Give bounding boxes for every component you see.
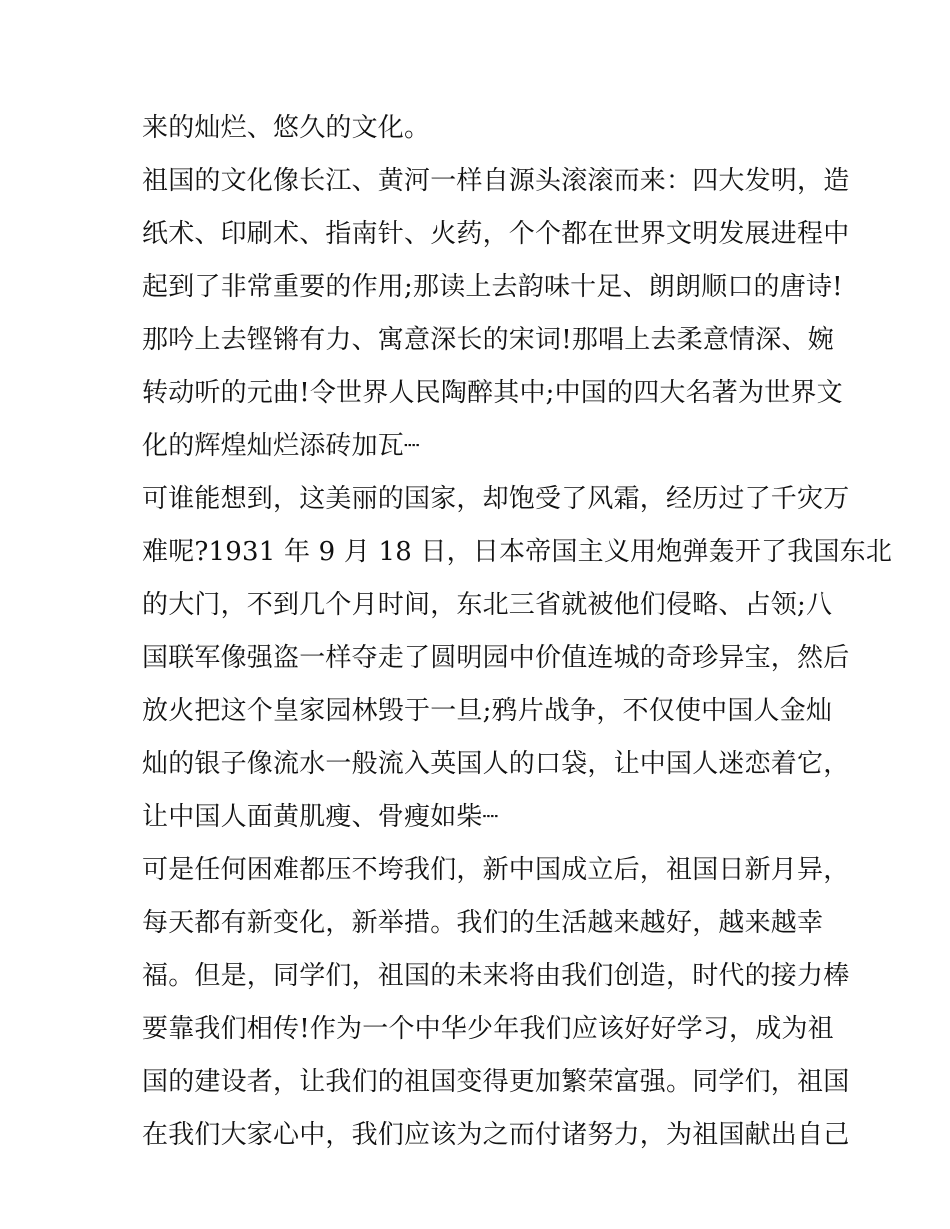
text-line: 化的辉煌灿烂添砖加瓦┈ bbox=[142, 431, 420, 461]
text-line: 国联军像强盗一样夺走了圆明园中价值连城的奇珍异宝，然后 bbox=[142, 643, 850, 673]
text-line: 转动听的元曲!令世界人民陶醉其中;中国的四大名著为世界文 bbox=[142, 378, 843, 408]
text-line: 可是任何困难都压不垮我们，新中国成立后，祖国日新月异， bbox=[142, 855, 850, 885]
text-line: 起到了非常重要的作用;那读上去韵味十足、朗朗顺口的唐诗! bbox=[142, 272, 843, 302]
text-line: 灿的银子像流水一般流入英国人的口袋，让中国人迷恋着它， bbox=[142, 749, 850, 779]
text-line: 每天都有新变化，新举措。我们的生活越来越好，越来越幸 bbox=[142, 908, 824, 938]
text-line: 纸术、印刷术、指南针、火药，个个都在世界文明发展进程中 bbox=[142, 219, 850, 249]
text-line: 在我们大家心中，我们应该为之而付诸努力，为祖国献出自己 bbox=[142, 1120, 850, 1150]
text-line: 来的灿烂、悠久的文化。 bbox=[142, 113, 431, 143]
text-line: 福。但是，同学们，祖国的未来将由我们创造，时代的接力棒 bbox=[142, 961, 850, 991]
text-line: 祖国的文化像长江、黄河一样自源头滚滚而来：四大发明，造 bbox=[142, 166, 850, 196]
text-line: 难呢?1931 年 9 月 18 日，日本帝国主义用炮弹轰开了我国东北 bbox=[142, 537, 893, 567]
text-line: 国的建设者，让我们的祖国变得更加繁荣富强。同学们，祖国 bbox=[142, 1067, 850, 1097]
text-line: 让中国人面黄肌瘦、骨瘦如柴┈ bbox=[142, 802, 499, 832]
text-line: 那吟上去铿锵有力、寓意深长的宋词!那唱上去柔意情深、婉 bbox=[142, 325, 834, 355]
text-line: 的大门，不到几个月时间，东北三省就被他们侵略、占领;八 bbox=[142, 590, 833, 620]
text-line: 可谁能想到，这美丽的国家，却饱受了风霜，经历过了千灾万 bbox=[142, 484, 850, 514]
text-line: 放火把这个皇家园林毁于一旦;鸦片战争，不仅使中国人金灿 bbox=[142, 696, 833, 726]
text-line: 要靠我们相传!作为一个中华少年我们应该好好学习，成为祖 bbox=[142, 1014, 834, 1044]
